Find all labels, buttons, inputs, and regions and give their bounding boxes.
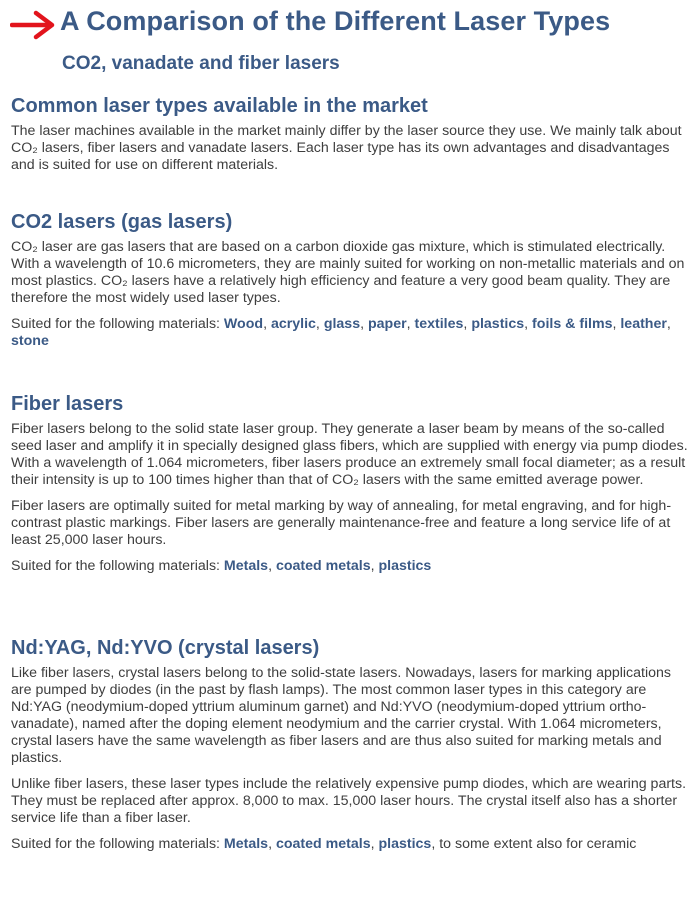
material-item: textiles xyxy=(414,316,464,332)
material-item: Metals xyxy=(223,836,269,852)
material-item: coated metals xyxy=(275,558,371,574)
material-item: coated metals xyxy=(275,836,371,852)
section-paragraph: Fiber lasers are optimally suited for metal marking by way of annealing, for metal engraving, and for high-contrast plastic markings. Fiber lasers are generally maintenance-free and feature a long service life of at least 25,000 laser hours. xyxy=(11,498,672,548)
material-item: foils & films xyxy=(532,316,613,332)
section-co2-lasers xyxy=(11,211,689,359)
page-title: A Comparison of the Different Laser Types xyxy=(60,6,611,36)
title-row xyxy=(8,4,698,44)
page-subtitle: CO2, vanadate and fiber lasers xyxy=(62,53,340,74)
material-item: Metals xyxy=(223,558,269,574)
section-paragraph: CO₂ laser are gas lasers that are based on a carbon dioxide gas mixture, which is stimulated electrically. With a wavelength of 10.6 micrometers, they are mainly suited for working on non-metallic materials and on most plastics. CO₂ lasers have a relatively high efficiency and feature a very good beam quality. They are therefore the most widely used laser types. xyxy=(11,239,685,306)
section-fiber-lasers xyxy=(11,393,689,584)
materials-intro: Suited for the following materials: xyxy=(11,836,224,852)
section-common-types xyxy=(11,95,689,183)
section-heading: Common laser types available in the market xyxy=(11,95,428,117)
right-arrow-icon xyxy=(10,10,58,40)
material-item: stone xyxy=(11,333,49,349)
section-crystal-lasers xyxy=(11,637,689,862)
section-heading: Nd:YAG, Nd:YVO (crystal lasers) xyxy=(11,637,320,659)
section-paragraph: The laser machines available in the market mainly differ by the laser source they use. We mainly talk about CO₂ lasers, fiber lasers and vanadate lasers. Each laser type has its own advantages and disadvantages and is suited for use on different materials. xyxy=(11,123,682,173)
material-item: glass xyxy=(323,316,361,332)
section-paragraph: Unlike fiber lasers, these laser types include the relatively expensive pump diodes, which are wearing parts. They must be replaced after approx. 8,000 to max. 15,000 laser hours. The crystal itself also has a shorter service life than a fiber laser. xyxy=(11,776,687,826)
material-item: plastics xyxy=(378,558,432,574)
materials-intro: Suited for the following materials: xyxy=(11,558,224,574)
section-paragraph: Like fiber lasers, crystal lasers belong to the solid-state lasers. Nowadays, lasers for marking applications are pumped by diodes (in the past by flash lamps). The most common laser types in this category are Nd:YAG (neodymium-doped yttrium aluminum garnet) and Nd:YVO (neodymium-doped yttrium ortho-vanadate), named after the doping element neodymium and the carrier crystal. With 1.064 micrometers, crystal lasers have the same wavelength as fiber lasers and are thus also suited for marking metals and plastics. xyxy=(11,665,672,766)
materials-line: Suited for the following materials: Metals, coated metals, plastics, to some extent also for ceramic xyxy=(11,836,637,852)
materials-line: Suited for the following materials: Metals, coated metals, plastics xyxy=(11,558,432,574)
materials-suffix: , to some extent also for ceramic xyxy=(431,836,637,852)
materials-line: Suited for the following materials: Wood, acrylic, glass, paper, textiles, plastics, foils & films, leather, stone xyxy=(11,316,671,349)
section-heading: Fiber lasers xyxy=(11,393,124,415)
material-item: Wood xyxy=(223,316,264,332)
material-item: leather xyxy=(620,316,667,332)
section-heading: CO2 lasers (gas lasers) xyxy=(11,211,233,233)
material-item: plastics xyxy=(378,836,432,852)
material-item: acrylic xyxy=(270,316,316,332)
material-item: plastics xyxy=(471,316,525,332)
material-item: paper xyxy=(367,316,407,332)
materials-intro: Suited for the following materials: xyxy=(11,316,224,332)
section-paragraph: Fiber lasers belong to the solid state laser group. They generate a laser beam by means of the so-called seed laser and amplify it in specially designed glass fibers, which are supplied with energy via pump diodes. With a wavelength of 1.064 micrometers, fiber lasers produce an extremely small focal diameter; as a result their intensity is up to 100 times higher than that of CO₂ lasers with the same emitted average power. xyxy=(11,421,688,488)
